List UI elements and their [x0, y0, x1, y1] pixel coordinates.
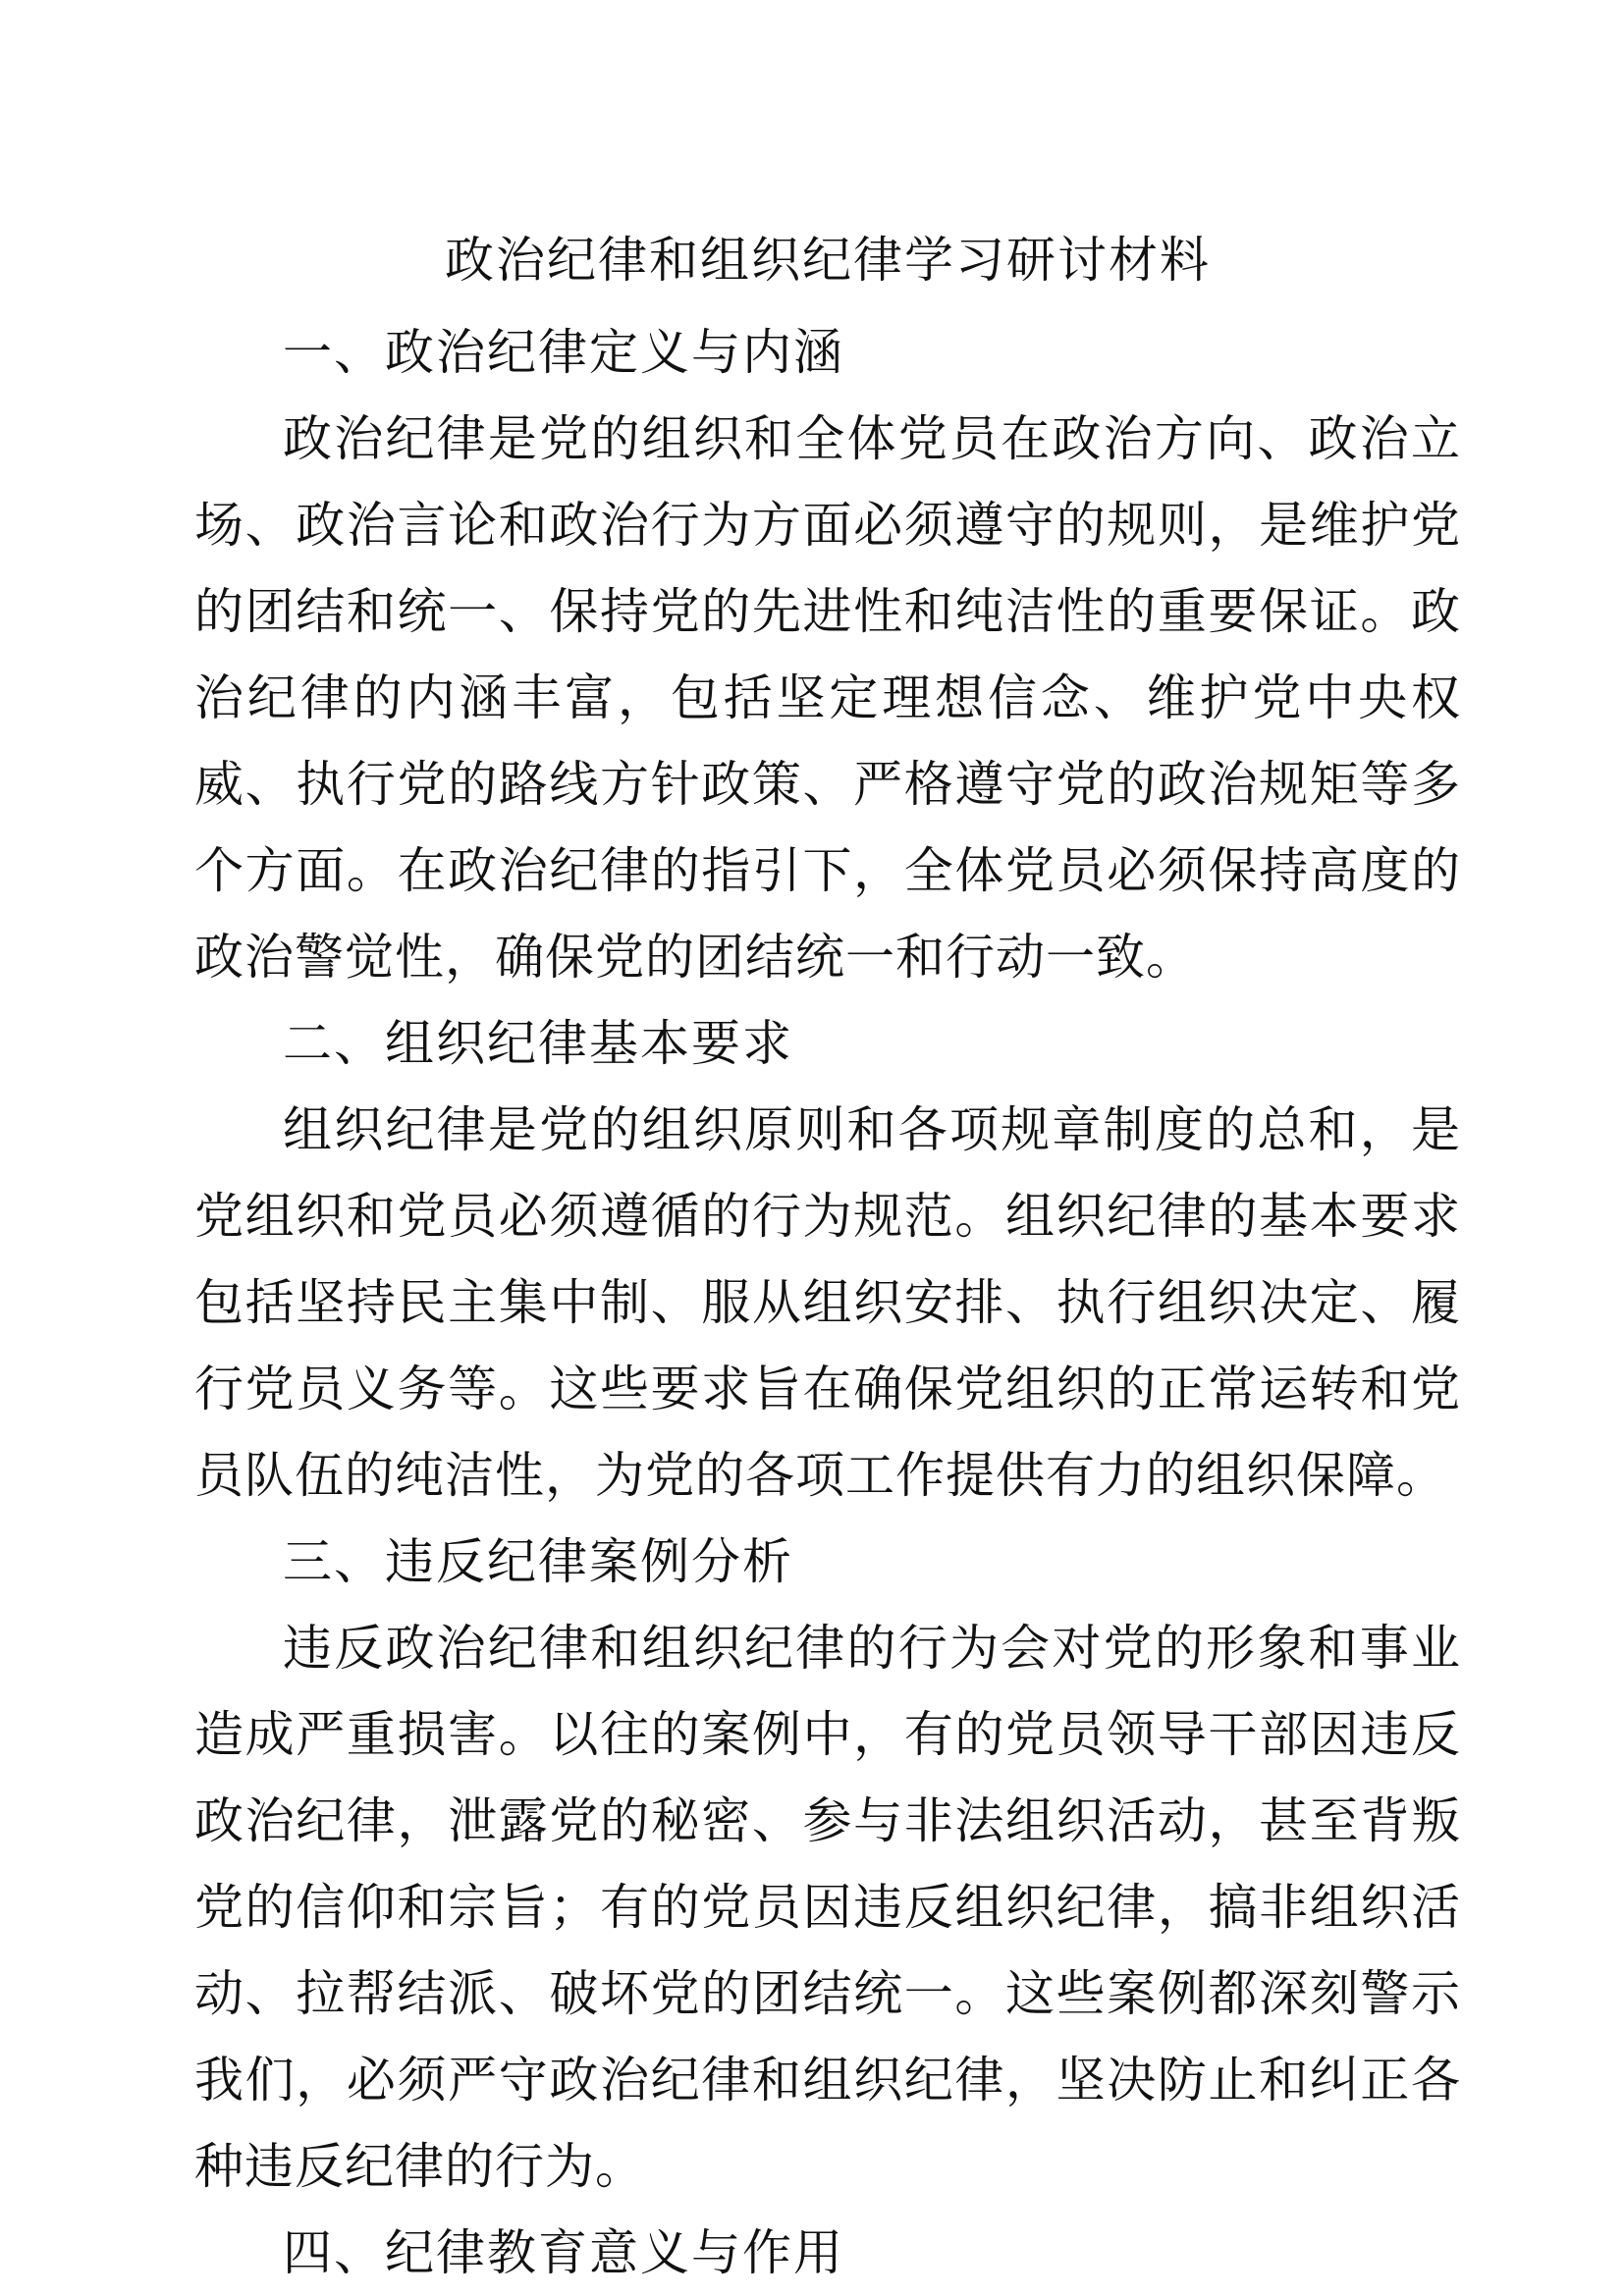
section-body-2: 组织纪律是党的组织原则和各项规章制度的总和，是党组织和党员必须遵循的行为规范。组织纪律的基本要求包括坚持民主集中制、服从组织安排、执行组织决定、履行党员义务等。这些要求旨在确保党组织的正常运转和党员队伍的纯洁性，为党的各项工作提供有力的组织保障。: [194, 1101, 1461, 1504]
section-heading-4: 四、纪律教育意义与作用: [283, 2224, 844, 2281]
section-body-1: 政治纪律是党的组织和全体党员在政治方向、政治立场、政治言论和政治行为方面必须遵守的规则，是维护党的团结和统一、保持党的先进性和纯洁性的重要保证。政治纪律的内涵丰富，包括坚定理想信念、维护党中央权威、执行党的路线方针政策、严格遵守党的政治规矩等多个方面。在政治纪律的指引下，全体党员必须保持高度的政治警觉性，确保党的团结统一和行动一致。: [194, 410, 1461, 986]
section-body-3: 违反政治纪律和组织纪律的行为会对党的形象和事业造成严重损害。以往的案例中，有的党员领导干部因违反政治纪律，泄露党的秘密、参与非法组织活动，甚至背叛党的信仰和宗旨；有的党员因违反组织纪律，搞非组织活动、拉帮结派、破坏党的团结统一。这些案例都深刻警示我们，必须严守政治纪律和组织纪律，坚决防止和纠正各种违反纪律的行为。: [194, 1620, 1461, 2195]
section-heading-2: 二、组织纪律基本要求: [283, 1015, 793, 1072]
document-title: 政治纪律和组织纪律学习研讨材料: [445, 232, 1211, 289]
section-heading-1: 一、政治纪律定义与内涵: [283, 324, 844, 381]
document-page: [194, 211, 1461, 2296]
section-heading-3: 三、违反纪律案例分析: [283, 1533, 793, 1590]
